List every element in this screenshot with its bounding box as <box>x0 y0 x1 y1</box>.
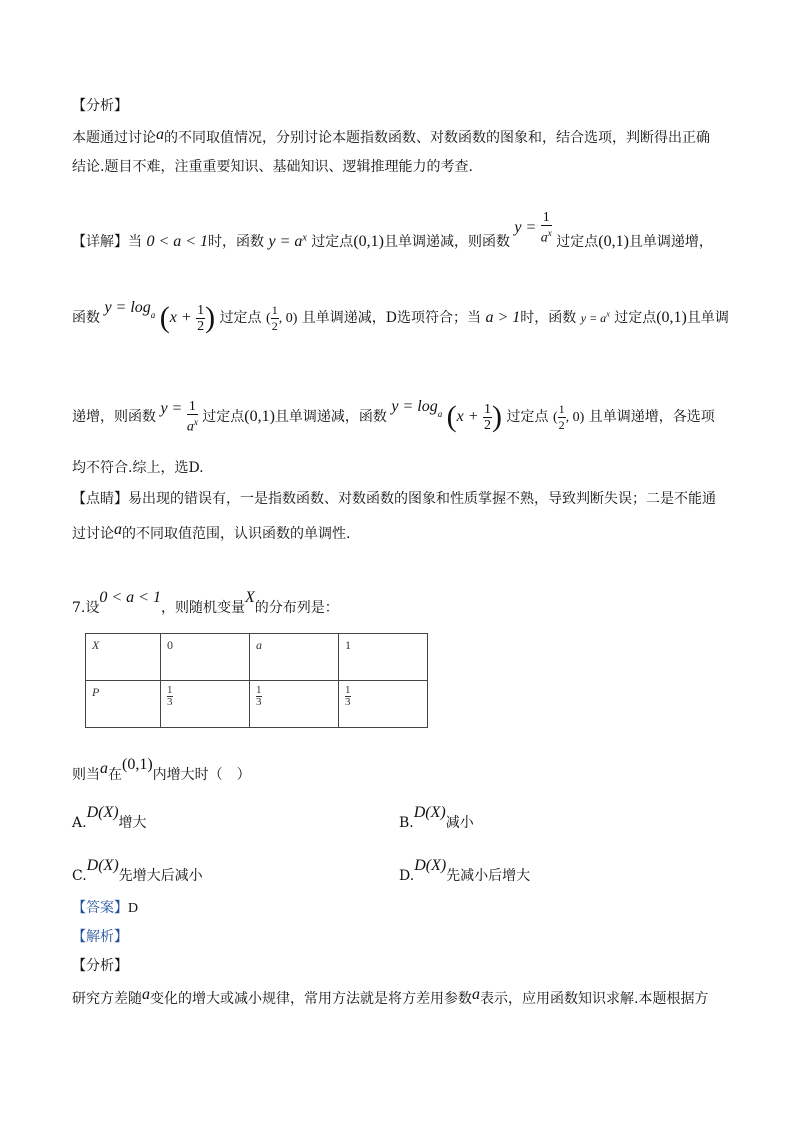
dianjing-line-2: 过讨论a的不同取值范围，认识函数的单调性. <box>72 521 351 542</box>
option-d[interactable]: D.D(X)先减小后增大 <box>399 857 531 884</box>
table-cell: P <box>86 681 161 728</box>
table-cell: $\frac{1}{3}$ <box>339 681 428 728</box>
dianjing-line-1: 【点睛】易出现的错误有，一是指数函数、对数函数的图象和性质掌握不熟，导致判断失误；二是不能通 <box>72 491 716 507</box>
detail-line-4: 均不符合.综上，选D. <box>72 460 204 476</box>
table-row <box>86 681 428 728</box>
option-b[interactable]: B.D(X)减小 <box>399 804 474 831</box>
table-cell: 0 <box>161 634 250 681</box>
distribution-table <box>85 633 428 728</box>
jiexi-heading: 【解析】 <box>72 929 128 945</box>
table-cell: $\frac{1}{3}$ <box>250 681 339 728</box>
answer-line <box>72 899 138 918</box>
analysis-heading: 【分析】 <box>72 98 128 114</box>
analysis-line-2: 结论.题目不难，注重重要知识、基础知识、逻辑推理能力的考查. <box>72 159 473 175</box>
answer-tag: 【答案】 <box>72 900 128 916</box>
detail-line-2: 函数 $y = \log_a (x$ + $\frac{1}{2}$ ) 过定点 ( $\frac{1}{2}$ , 0) 且单调递减，D选项符合；当 a > 1时，函数 $y = a^x$ 过定点(0,1)且单调 <box>72 299 729 334</box>
analysis2-line: 研究方差随a变化的增大或减小规律，常用方法就是将方差用参数a表示，应用函数知识求解.本题根据方 <box>72 986 709 1007</box>
analysis-line-1: 本题通过讨论a的不同取值情况，分别讨论本题指数函数、对数函数的图象和，结合选项，判断得出正确 <box>72 126 710 146</box>
table-cell: a <box>250 634 339 681</box>
table-row <box>86 634 428 681</box>
analysis2-heading: 【分析】 <box>72 958 128 974</box>
question-7-stem: 7.设0 < a < 1，则随机变量X的分布列是： <box>72 589 339 616</box>
option-c[interactable]: C.D(X)先增大后减小 <box>72 857 203 884</box>
detail-line-1: 【详解】当 0 < a < 1时，函数 $y = a^x$ 过定点(0,1)且单调递减，则函数 y = $\frac{1}{a^x}$ 过定点(0,1)且单调递增， <box>72 210 713 250</box>
table-cell: X <box>86 634 161 681</box>
option-a[interactable]: A.D(X)增大 <box>72 804 147 831</box>
table-cell: $\frac{1}{3}$ <box>161 681 250 728</box>
detail-line-3: 递增，则函数 y = $\frac{1}{a^x}$ 过定点(0,1)且单调递减，函数 $y = \log_a (x$ + $\frac{1}{2}$ ) 过定点 ( $\frac{1}{2}$ , 0) 且单调递增，各选项 <box>72 398 715 435</box>
answer-value: D <box>128 901 139 916</box>
question-7-prompt: 则当a在(0,1)内增大时（ ） <box>72 756 251 783</box>
table-cell: 1 <box>339 634 428 681</box>
